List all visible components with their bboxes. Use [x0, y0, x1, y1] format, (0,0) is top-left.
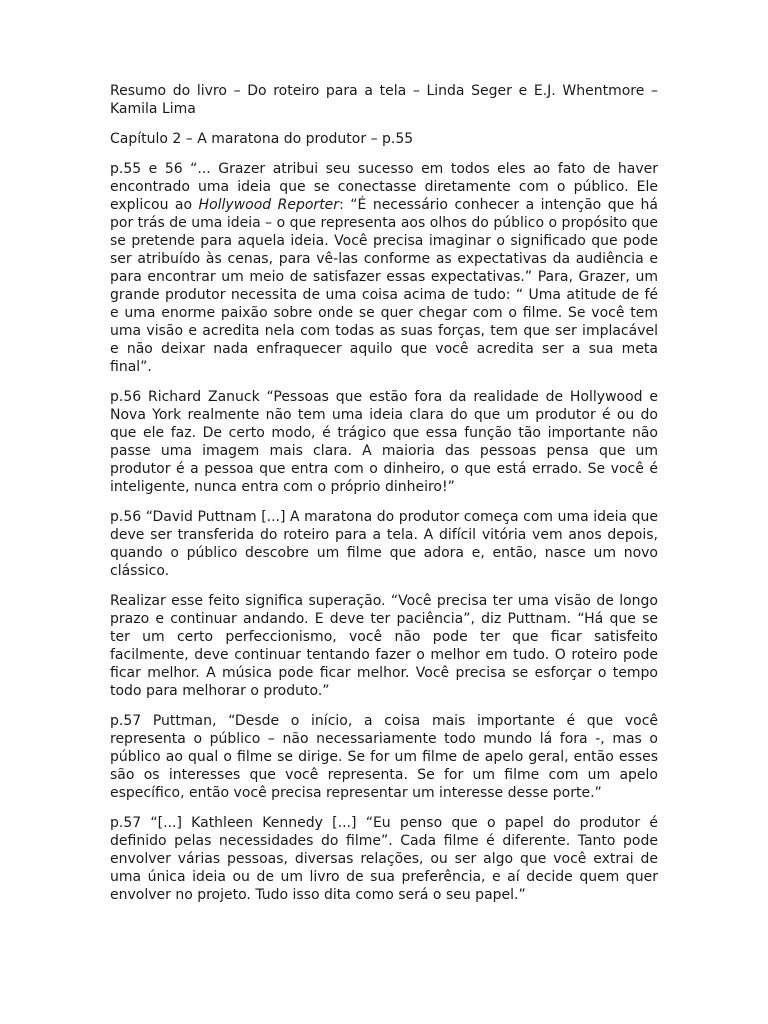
- paragraph-zanuck: p.56 Richard Zanuck “Pessoas que estão fora da realidade de Hollywood e Nova York realmente não tem uma ideia clara do que um produtor é ou do que ele faz. De certo modo, é trágico que essa função tão importante não passe uma imagem mais clara. A maioria das pessoas pensa que um produtor é a pessoa que entra com o dinheiro, o que está errado. Se você é inteligente, nunca entra com o próprio dinheiro!”: [110, 389, 658, 495]
- paragraph-puttnam-1: p.56 “David Puttnam [...] A maratona do produtor começa com uma ideia que deve ser transferida do roteiro para a tela. A difícil vitória vem anos depois, quando o público descobre um filme que adora e, então, nasce um novo clássico.: [110, 509, 658, 579]
- document-page: [110, 82, 658, 916]
- paragraph-kennedy: p.57 “[...] Kathleen Kennedy [...] “Eu penso que o papel do produtor é definido pelas necessidades do filme”. Cada filme é diferente. Tanto pode envolver várias pessoas, diversas relações, ou ser algo que você extrai de uma única ideia ou de um livro de sua preferência, e aí decide quem quer envolver no projeto. Tudo isso dita como será o seu papel.”: [110, 815, 658, 903]
- paragraph-puttman: p.57 Puttman, “Desde o início, a coisa mais importante é que você representa o público – não necessariamente todo mundo lá fora -, mas o público ao qual o filme se dirige. Se for um filme de apelo geral, então esses são os interesses que você representa. Se for um filme com um apelo específico, então você precisa representar um interesse desse porte.”: [110, 713, 658, 801]
- document-title: Resumo do livro – Do roteiro para a tela – Linda Seger e E.J. Whentmore – Kamila Lima: [110, 83, 658, 117]
- paragraph-grazer-part-a: p.55 e 56 “... Grazer atribui seu sucesso em todos eles ao fato de haver encontrado uma ideia que se conectasse diretamente com o público. Ele explicou ao: [110, 161, 658, 213]
- paragraph-puttnam-2: Realizar esse feito significa superação. “Você precisa ter uma visão de longo prazo e continuar andando. E deve ter paciência”, diz Puttnam. “Há que se ter um certo perfeccionismo, você não pode ter que ficar satisfeito facilmente, deve continuar tentando fazer o melhor em tudo. O roteiro pode ficar melhor. A música pode ficar melhor. Você precisa se esforçar o tempo todo para melhorar o produto.”: [110, 593, 658, 699]
- publication-name: Hollywood Reporter: [198, 197, 340, 213]
- paragraph-grazer-part-b: : “É necessário conhecer a intenção que há por trás de uma ideia – o que representa aos olhos do público o propósito que se pretende para aquela ideia. Você precisa imaginar o significado que pode ser atribuído às cenas, para vê-las conforme as expectativas da audiência e para encontrar um meio de satisfazer essas expectativas.” Para, Grazer, um grande produtor necessita de uma coisa acima de tudo: “ Uma atitude de fé e uma enorme paixão sobre onde se quer chegar com o filme. Se você tem uma visão e acredita nela com todas as suas forças, tem que ser implacável e não deixar nada enfraquecer aquilo que você acredita ser a sua meta final”.: [110, 197, 659, 375]
- chapter-heading: Capítulo 2 – A maratona do produtor – p.55: [110, 131, 414, 147]
- paragraph-grazer: [110, 160, 658, 376]
